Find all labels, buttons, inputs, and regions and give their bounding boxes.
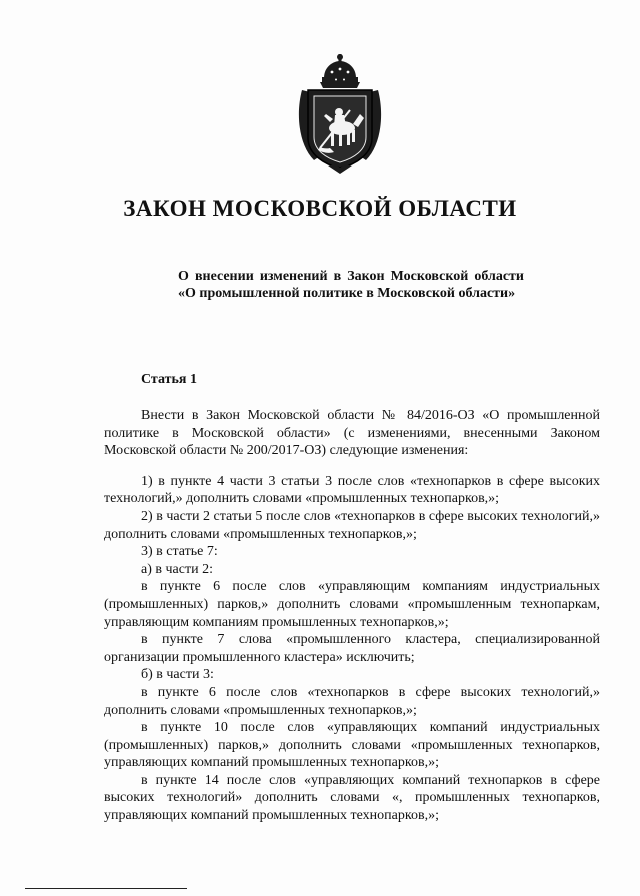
paragraph: в пункте 14 после слов «управляющих компаний технопарков в сфере высоких технологий» дополнить словами «, промышленных технопарков, управляющих компаний промышленных технопарков,»; <box>104 772 600 824</box>
paragraph: 2) в части 2 статьи 5 после слов «технопарков в сфере высоких технологий,» дополнить словами «промышленных технопарков,»; <box>104 508 600 542</box>
law-subject: О внесении изменений в Закон Московской области «О промышленной политике в Московской области» <box>178 269 524 301</box>
paragraph: 3) в статье 7: <box>141 544 218 560</box>
article-body <box>104 407 600 825</box>
paragraph: в пункте 6 после слов «технопарков в сфере высоких технологий,» дополнить словами «промышленных технопарков,»; <box>104 684 600 718</box>
footnote-separator <box>25 888 187 889</box>
law-title: ЗАКОН МОСКОВСКОЙ ОБЛАСТИ <box>123 196 517 221</box>
paragraph: в пункте 10 после слов «управляющих компаний индустриальных (промышленных) парков,» дополнить словами «промышленных технопарков, управляющих компаний промышленных технопарков,»; <box>104 720 600 771</box>
paragraph: Внести в Закон Московской области № 84/2016-ОЗ «О промышленной политике в Московской области» (с изменениями, внесенными Законом Московской области № 200/2017-ОЗ) следующие изменения: <box>104 408 600 459</box>
paragraph: а) в части 2: <box>141 561 213 577</box>
paragraph: 1) в пункте 4 части 3 статьи 3 после слов «технопарков в сфере высоких технологий,» дополнить словами «промышленных технопарков,»; <box>104 473 600 507</box>
moscow-oblast-coat-of-arms-icon <box>294 52 386 174</box>
paragraph: в пункте 7 слова «промышленного кластера, специализированной организации промышленного кластера» исключить; <box>104 632 600 665</box>
paragraph: б) в части 3: <box>141 667 214 683</box>
article-heading: Статья 1 <box>141 372 197 387</box>
paragraph: в пункте 6 после слов «управляющим компаниям индустриальных (промышленных) парков,» дополнить словами «промышленным технопаркам, управляющим компаниям промышленных технопарков,»; <box>104 579 600 630</box>
